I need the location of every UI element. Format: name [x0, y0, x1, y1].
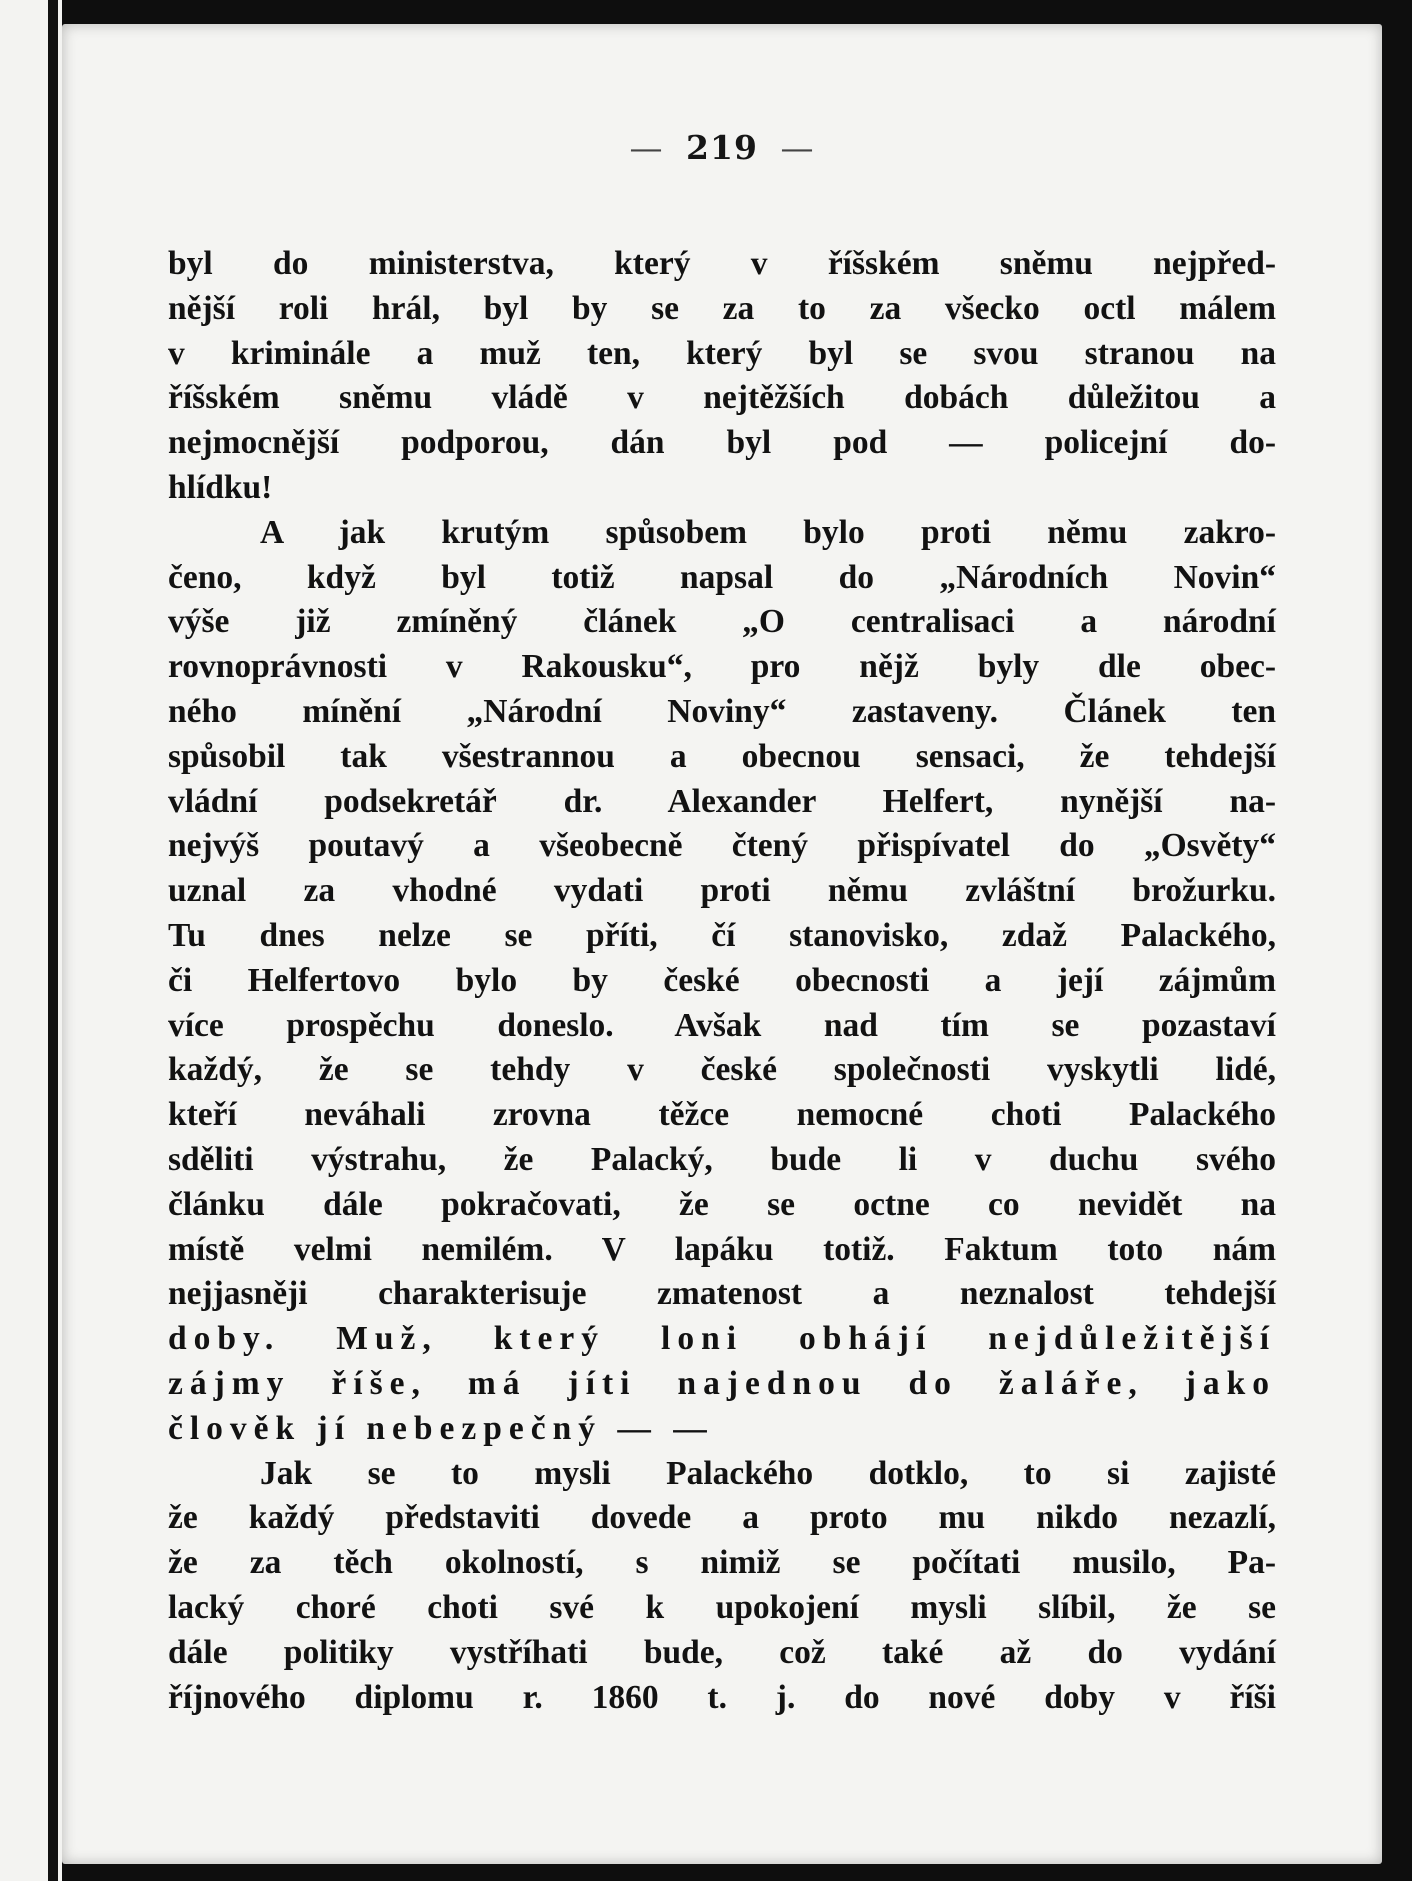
text-line: lacký choré choti své k upokojení mysli slíbil, že se — [168, 1588, 1276, 1626]
text-line: říjnového diplomu r. 1860 t. j. do nové doby v říši — [168, 1678, 1276, 1716]
page-number-dash-right: — — [780, 128, 815, 167]
text-line: spůsobil tak všestrannou a obecnou sensaci, že tehdejší — [168, 737, 1276, 775]
text-line: či Helfertovo bylo by české obecnosti a její zájmům — [168, 961, 1276, 999]
page-number — [62, 128, 1382, 167]
page-number-dash-left: — — [629, 128, 664, 167]
text-line: nejjasněji charakterisuje zmatenost a neznalost tehdejší — [168, 1275, 1276, 1313]
text-line: v kriminále a muž ten, který byl se svou stranou na — [168, 334, 1276, 372]
text-line: výše již zmíněný článek „O centralisaci a národní — [168, 603, 1276, 641]
scan-margin-left — [0, 0, 62, 1881]
text-line: nejmocnější podporou, dán byl pod — policejní do- — [168, 424, 1276, 462]
text-line: čeno, když byl totiž napsal do „Národních Novin“ — [168, 558, 1276, 596]
scan-edge-shadow — [48, 0, 58, 1881]
text-line: dále politiky vystříhati bude, což také až do vydání — [168, 1633, 1276, 1671]
text-line: nejvýš poutavý a všeobecně čtený přispívatel do „Osvěty“ — [168, 827, 1276, 865]
text-line: doby. Muž, který loni obhájí nejdůležitější — [168, 1320, 1276, 1358]
text-line: článku dále pokračovati, že se octne co nevidět na — [168, 1185, 1276, 1223]
text-line: ného mínění „Národní Noviny“ zastaveny. Článek ten — [168, 692, 1276, 730]
text-line: více prospěchu doneslo. Avšak nad tím se pozastaví — [168, 1006, 1276, 1044]
text-line: nější roli hrál, byl by se za to za všecko octl málem — [168, 289, 1276, 327]
text-line: že za těch okolností, s nimiž se počítati musilo, Pa- — [168, 1544, 1276, 1582]
book-page — [62, 24, 1382, 1864]
text-line: člověk jí nebezpečný — — — [168, 1409, 714, 1447]
text-line: hlídku! — [168, 468, 273, 506]
text-line: říšském sněmu vládě v nejtěžších dobách důležitou a — [168, 379, 1276, 417]
text-line: Tu dnes nelze se příti, čí stanovisko, zdaž Palackého, — [168, 916, 1276, 954]
text-line: byl do ministerstva, který v říšském sněmu nejpřed- — [168, 245, 1276, 282]
text-line: každý, že se tehdy v české společnosti vyskytli lidé, — [168, 1051, 1276, 1089]
text-line: Jak se to mysli Palackého dotklo, to si zajisté — [260, 1454, 1276, 1492]
page-number-value: 219 — [686, 128, 758, 167]
text-line: A jak krutým spůsobem bylo proti němu zakro- — [260, 513, 1276, 551]
text-line: uznal za vhodné vydati proti němu zvláštní brožurku. — [168, 872, 1276, 910]
text-line: vládní podsekretář dr. Alexander Helfert, nynější na- — [168, 782, 1276, 820]
text-line: místě velmi nemilém. V lapáku totiž. Faktum toto nám — [168, 1230, 1276, 1268]
body-text — [168, 242, 1276, 1720]
text-line: zájmy říše, má jíti najednou do žaláře, jako — [168, 1364, 1276, 1402]
text-line: sděliti výstrahu, že Palacký, bude li v duchu svého — [168, 1140, 1276, 1178]
text-line: kteří neváhali zrovna těžce nemocné choti Palackého — [168, 1096, 1276, 1134]
text-line: rovnoprávnosti v Rakousku“, pro nějž byly dle obec- — [168, 648, 1276, 686]
text-line: že každý představiti dovede a proto mu nikdo nezazlí, — [168, 1499, 1276, 1537]
